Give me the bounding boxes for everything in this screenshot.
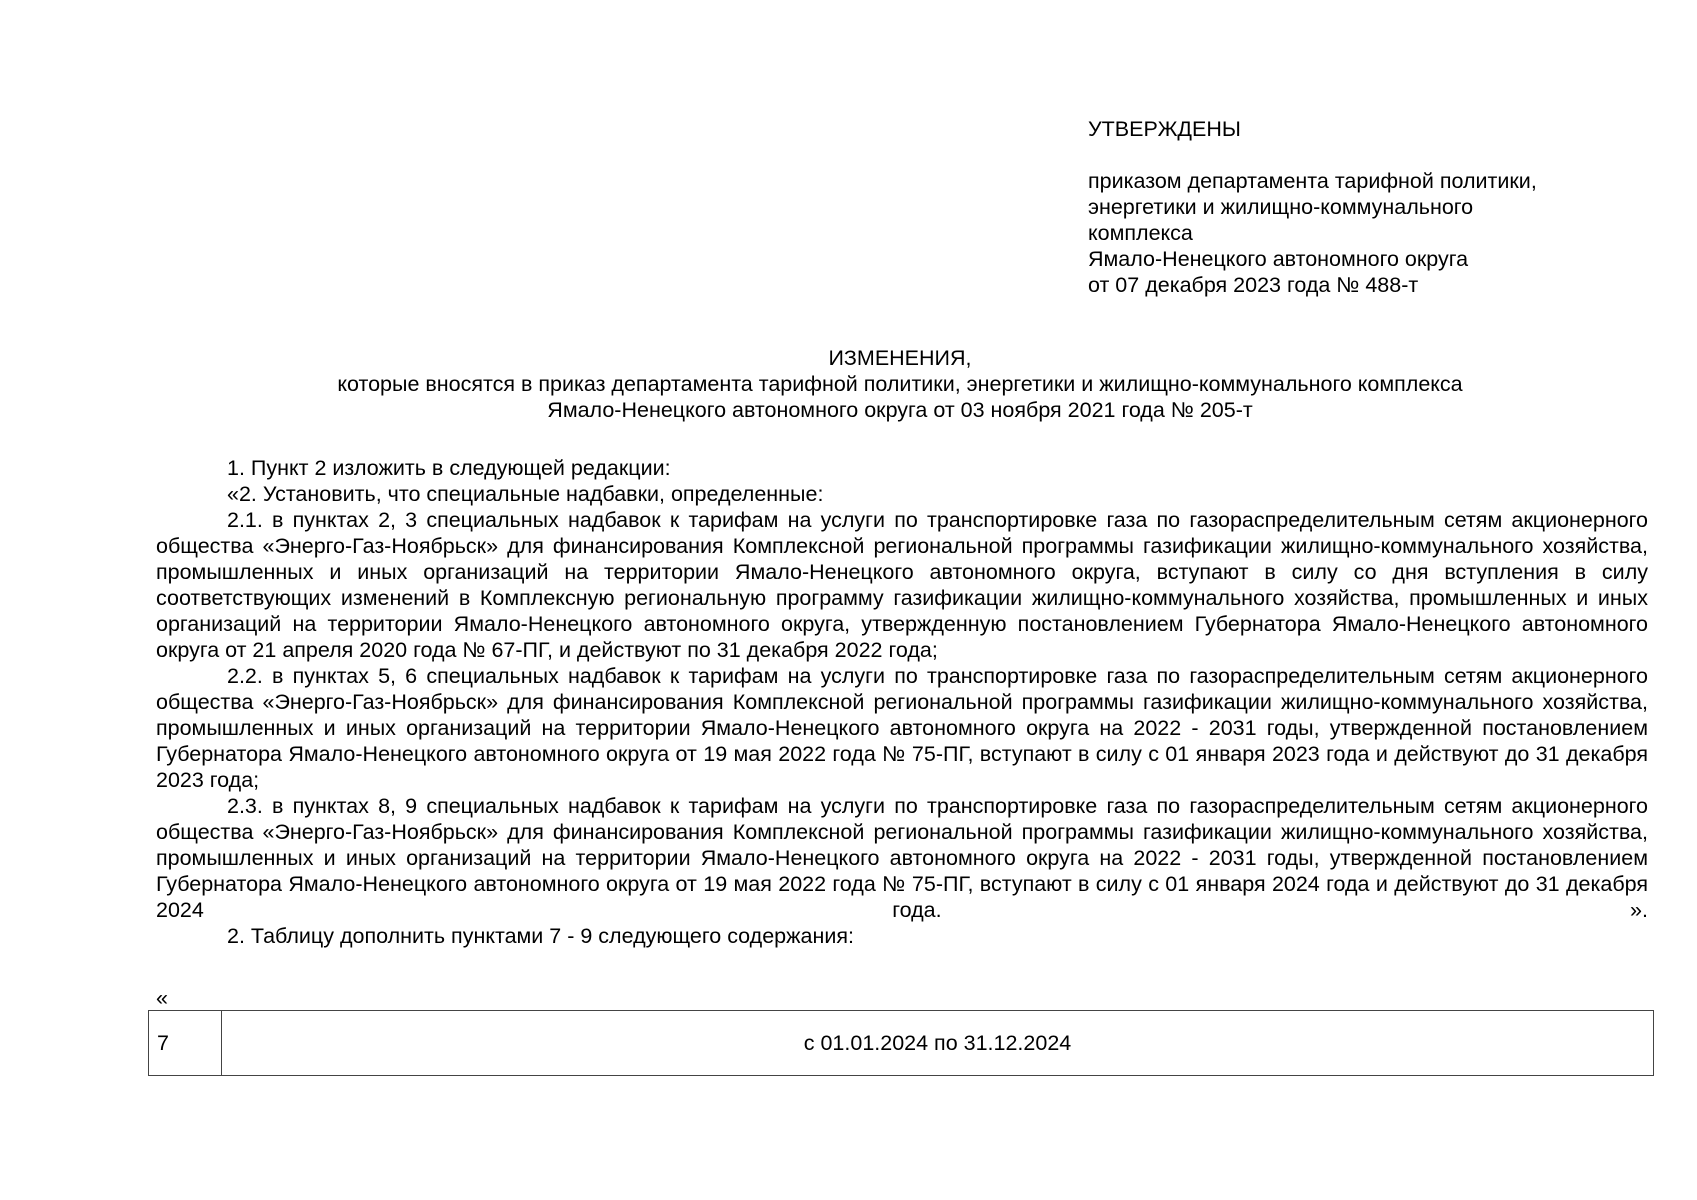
approval-line: энергетики и жилищно-коммунального [1088,195,1474,219]
approval-line: от 07 декабря 2023 года № 488-т [1088,273,1419,297]
paragraph: 2.2. в пунктах 5, 6 специальных надбавок к тарифам на услуги по транспортировке газа по газораспределительным сетям акционерного общества «Энерго-Газ-Ноябрьск» для финансирования Комплексной региональной программы газификации жилищно-коммунального хозяйства, промышленных и иных организаций на территории Ямало-Ненецкого автономного округа на 2022 - 2031 годы, утвержденной постановлением Губернатора Ямало-Ненецкого автономного округа от 19 мая 2022 года № 75-ПГ, вступают в силу с 01 января 2023 года и действуют до 31 декабря 2023 года; [156,664,1648,792]
row-number-cell: 7 [149,1011,222,1076]
table-row [149,1011,1654,1076]
approval-line: приказом департамента тарифной политики, [1088,169,1537,193]
paragraph: 2. Таблицу дополнить пунктами 7 - 9 следующего содержания: [227,924,854,948]
heading-line: Ямало-Ненецкого автономного округа от 03 ноября 2021 года № 205-т [547,398,1253,422]
opening-quote: « [156,986,168,1010]
document-heading [150,345,1650,423]
heading-line: которые вносятся в приказ департамента тарифной политики, энергетики и жилищно-коммунального комплекса [337,372,1463,396]
heading-title: ИЗМЕНЕНИЯ, [828,346,972,370]
document-body [156,455,1648,949]
period-cell: с 01.01.2024 по 31.12.2024 [222,1011,1654,1076]
approval-title: УТВЕРЖДЕНЫ [1088,117,1241,141]
paragraph: 2.1. в пунктах 2, 3 специальных надбавок к тарифам на услуги по транспортировке газа по газораспределительным сетям акционерного общества «Энерго-Газ-Ноябрьск» для финансирования Комплексной региональной программы газификации жилищно-коммунального хозяйства, промышленных и иных организаций на территории Ямало-Ненецкого автономного округа, вступают в силу со дня вступления в силу соответствующих изменений в Комплексную региональную программу газификации жилищно-коммунального хозяйства, промышленных и иных организаций на территории Ямало-Ненецкого автономного округа, утвержденную постановлением Губернатора Ямало-Ненецкого автономного округа от 21 апреля 2020 года № 67-ПГ, и действуют по 31 декабря 2022 года; [156,508,1648,662]
paragraph: 2.3. в пунктах 8, 9 специальных надбавок к тарифам на услуги по транспортировке газа по газораспределительным сетям акционерного общества «Энерго-Газ-Ноябрьск» для финансирования Комплексной региональной программы газификации жилищно-коммунального хозяйства, промышленных и иных организаций на территории Ямало-Ненецкого автономного округа на 2022 - 2031 годы, утвержденной постановлением Губернатора Ямало-Ненецкого автономного округа от 19 мая 2022 года № 75-ПГ, вступают в силу с 01 января 2024 года и действуют до 31 декабря 2024 года. ». [156,794,1648,922]
approval-line: комплекса [1088,221,1193,245]
approval-block [1088,116,1648,298]
approval-line: Ямало-Ненецкого автономного округа [1088,247,1469,271]
paragraph: 1. Пункт 2 изложить в следующей редакции: [227,456,671,480]
tariff-table [148,1010,1654,1076]
paragraph: «2. Установить, что специальные надбавки, определенные: [227,482,824,506]
